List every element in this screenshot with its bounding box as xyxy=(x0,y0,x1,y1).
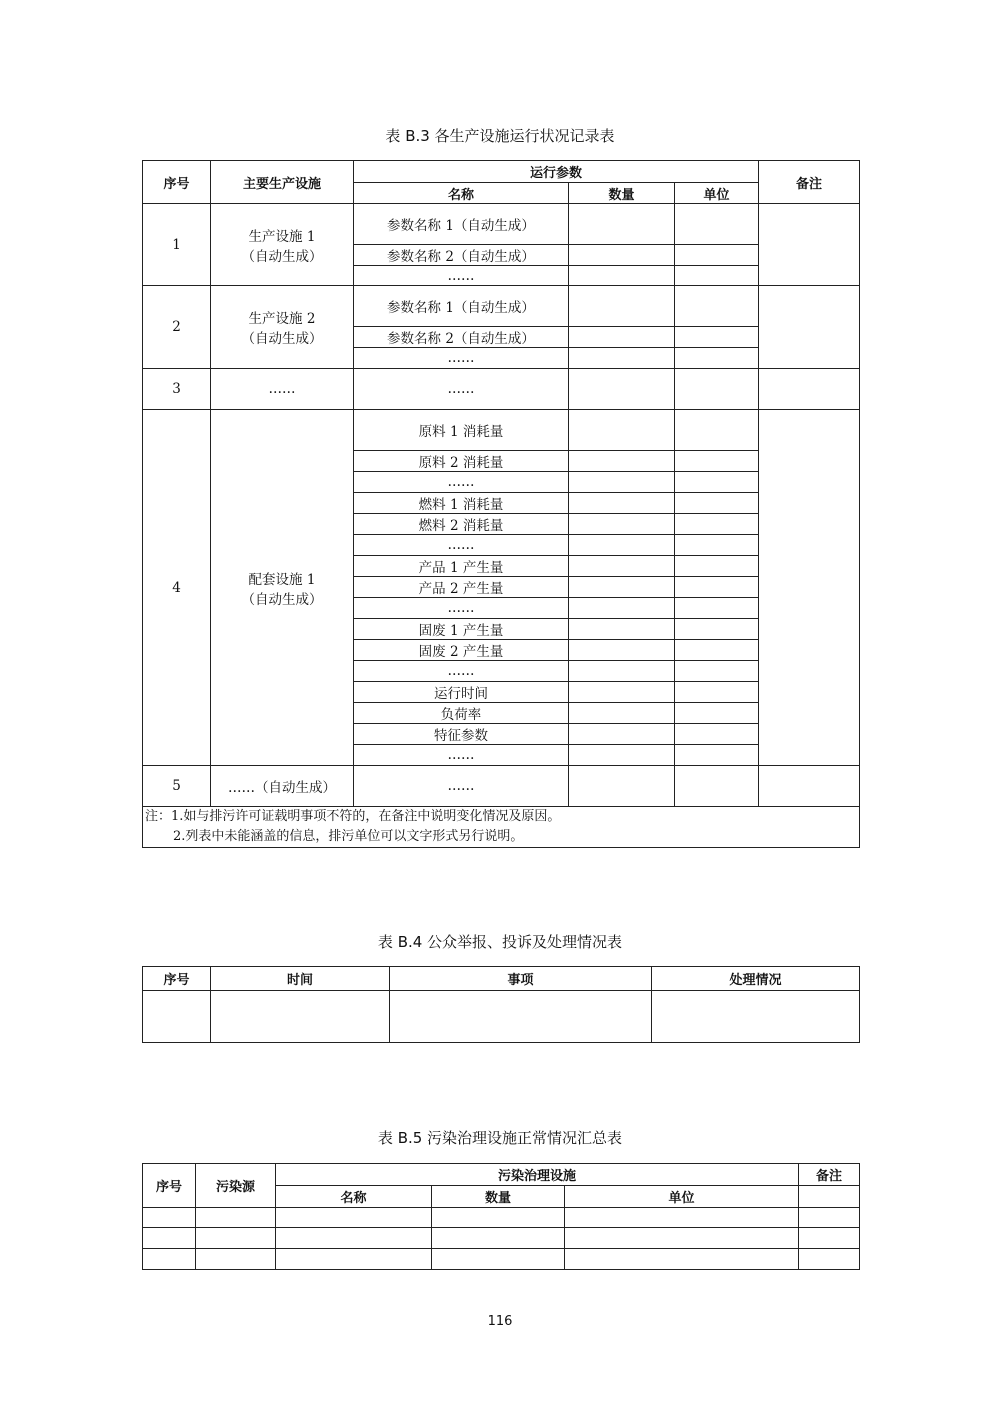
table-row xyxy=(143,766,860,807)
param-cell: …… xyxy=(354,598,569,619)
param-cell: 燃料 1 消耗量 xyxy=(354,493,569,514)
facility-name: 生产设施 1 xyxy=(248,228,316,245)
table-b3 xyxy=(142,160,860,848)
param-cell: 原料 2 消耗量 xyxy=(354,451,569,472)
facility-cell xyxy=(211,204,354,286)
header-remark: 备注 xyxy=(759,161,860,204)
header-facility: 主要生产设施 xyxy=(211,161,354,204)
param-cell: 负荷率 xyxy=(354,703,569,724)
seq-cell: 4 xyxy=(143,410,211,766)
header-time: 时间 xyxy=(211,967,390,991)
header-handling: 处理情况 xyxy=(652,967,860,991)
table-row xyxy=(143,204,860,245)
param-cell: 固废 1 产生量 xyxy=(354,619,569,640)
param-cell: …… xyxy=(354,535,569,556)
param-cell: …… xyxy=(354,369,569,410)
header-unit: 单位 xyxy=(565,1186,799,1208)
facility-name: 配套设施 1 xyxy=(248,571,316,588)
header-qty: 数量 xyxy=(432,1186,565,1208)
header-pollution-source: 污染源 xyxy=(196,1164,276,1208)
header-name: 名称 xyxy=(276,1186,432,1208)
param-cell: 参数名称 1（自动生成） xyxy=(354,204,569,245)
header-run-params: 运行参数 xyxy=(354,161,759,183)
param-cell: …… xyxy=(354,661,569,682)
note-line-1: 注：1.如与排污许可证载明事项不符的，在备注中说明变化情况及原因。 xyxy=(145,809,561,824)
param-cell: 参数名称 1（自动生成） xyxy=(354,286,569,327)
header-qty: 数量 xyxy=(569,183,675,204)
header-seq: 序号 xyxy=(143,1164,196,1208)
table-row xyxy=(143,1208,860,1228)
table-row xyxy=(143,1249,860,1270)
header-seq: 序号 xyxy=(143,161,211,204)
param-cell: 特征参数 xyxy=(354,724,569,745)
param-cell: …… xyxy=(354,348,569,369)
table-row xyxy=(143,286,860,327)
facility-cell: ……（自动生成） xyxy=(211,766,354,807)
param-cell: 运行时间 xyxy=(354,682,569,703)
facility-cell: …… xyxy=(211,369,354,410)
table-note xyxy=(143,807,860,848)
table-b5 xyxy=(142,1163,860,1270)
header-treatment-facility: 污染治理设施 xyxy=(276,1164,799,1186)
header-unit: 单位 xyxy=(675,183,759,204)
seq-cell: 5 xyxy=(143,766,211,807)
table-b5-title: 表 B.5 污染治理设施正常情况汇总表 xyxy=(377,1129,623,1147)
header-name: 名称 xyxy=(354,183,569,204)
param-cell: …… xyxy=(354,766,569,807)
header-item: 事项 xyxy=(390,967,652,991)
param-cell: 产品 1 产生量 xyxy=(354,556,569,577)
param-cell: …… xyxy=(354,472,569,493)
table-row xyxy=(143,991,860,1043)
table-b4-title: 表 B.4 公众举报、投诉及处理情况表 xyxy=(377,933,623,951)
param-cell: 固废 2 产生量 xyxy=(354,640,569,661)
facility-note: （自动生成） xyxy=(241,331,323,347)
facility-note: （自动生成） xyxy=(241,591,323,608)
seq-cell: 2 xyxy=(143,286,211,369)
table-row xyxy=(143,1228,860,1249)
facility-note: （自动生成） xyxy=(241,248,323,265)
header-remark: 备注 xyxy=(799,1164,860,1186)
param-cell: 参数名称 2（自动生成） xyxy=(354,245,569,266)
header-seq: 序号 xyxy=(143,967,211,991)
param-cell: 原料 1 消耗量 xyxy=(354,410,569,451)
facility-cell xyxy=(211,410,354,766)
seq-cell: 3 xyxy=(143,369,211,410)
facility-name: 生产设施 2 xyxy=(248,311,316,327)
param-cell: 参数名称 2（自动生成） xyxy=(354,327,569,348)
param-cell: …… xyxy=(354,266,569,286)
param-cell: 产品 2 产生量 xyxy=(354,577,569,598)
note-line-2: 2.列表中未能涵盖的信息，排污单位可以文字形式另行说明。 xyxy=(173,829,524,844)
table-b4 xyxy=(142,966,860,1043)
facility-cell xyxy=(211,286,354,369)
page-number: 116 xyxy=(487,1314,513,1329)
param-cell: …… xyxy=(354,745,569,766)
table-b3-title: 表 B.3 各生产设施运行状况记录表 xyxy=(385,127,615,145)
param-cell: 燃料 2 消耗量 xyxy=(354,514,569,535)
table-row xyxy=(143,369,860,410)
table-row xyxy=(143,410,860,451)
seq-cell: 1 xyxy=(143,204,211,286)
